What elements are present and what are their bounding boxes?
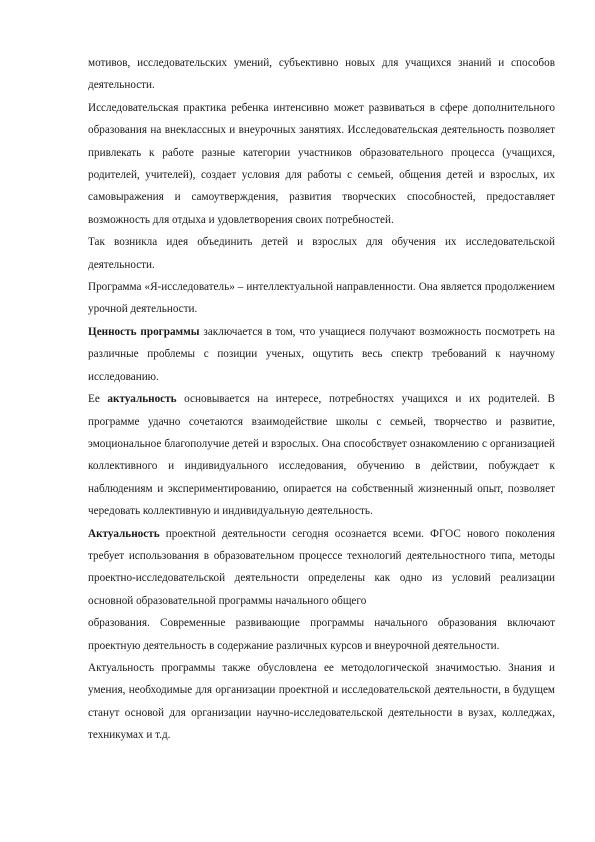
paragraph-9: Актуальность программы также обусловлена ее методологической значимостью. Знания и умения, необходимые для организации проектной и исследовательской деятельности, в будущем станут основой для организации научно-исследовательской деятельности в вузах, колледжах, техникумах и т.д. xyxy=(88,661,555,742)
paragraph-4: Программа «Я-исследователь» – интеллектуальной направленности. Она является продолжением урочной деятельности. xyxy=(88,281,555,316)
relevance-term-2: Актуальность xyxy=(88,527,160,540)
paragraph-8: образования. Современные развивающие программы начального образования включают проектную деятельность в содержание различных курсов и внеурочной деятельности. xyxy=(88,617,555,652)
paragraph-7 xyxy=(88,523,555,613)
paragraph-2: Исследовательская практика ребенка интенсивно может развиваться в сфере дополнительного образования на внеклассных и внеурочных занятиях. Исследовательская деятельность позволяет привлекать к работе разные категории участников образовательного процесса (учащихся, родителей, учителей), создает условия для работы с семьей, общения детей и взрослых, их самовыражения и самоутверждения, развития творческих способностей, предоставляет возможность для отдыха и удовлетворения своих потребностей. xyxy=(88,101,555,226)
paragraph-5 xyxy=(88,321,555,388)
paragraph-7-text: проектной деятельности сегодня осознается всеми. ФГОС нового поколения требует использования в образовательном процессе технологий деятельностного типа, методы проектно-исследовательской деятельности определены как одно из условий реализации основной образовательной программы начального общего xyxy=(88,527,555,607)
relevance-term: актуальность xyxy=(107,393,177,406)
paragraph-5-text: заключается в том, что учащиеся получают возможность посмотреть на различные проблемы с позиции ученых, ощутить весь спектр требований к научному исследованию. xyxy=(88,325,555,383)
paragraph-1: мотивов, исследовательских умений, субъективно новых для учащихся знаний и способов деятельности. xyxy=(88,57,555,92)
paragraph-6-start: Ее xyxy=(88,393,108,406)
paragraph-3: Так возникла идея объединить детей и взрослых для обучения их исследовательской деятельности. xyxy=(88,236,555,271)
document-body xyxy=(88,52,555,747)
paragraph-6 xyxy=(88,388,555,522)
value-term: Ценность программы xyxy=(88,325,200,338)
paragraph-6-text: основывается на интересе, потребностях учащихся и их родителей. В программе удачно сочетаются взаимодействие школы с семьей, творчество и развитие, эмоциональное благополучие детей и взрослых. Она способствует ознакомлению с организацией коллективного и индивидуального исследования, обучению в действии, побуждает к наблюдениям и экспериментированию, опирается на собственный жизненный опыт, позволяет чередовать коллективную и индивидуальную деятельность. xyxy=(88,393,555,518)
